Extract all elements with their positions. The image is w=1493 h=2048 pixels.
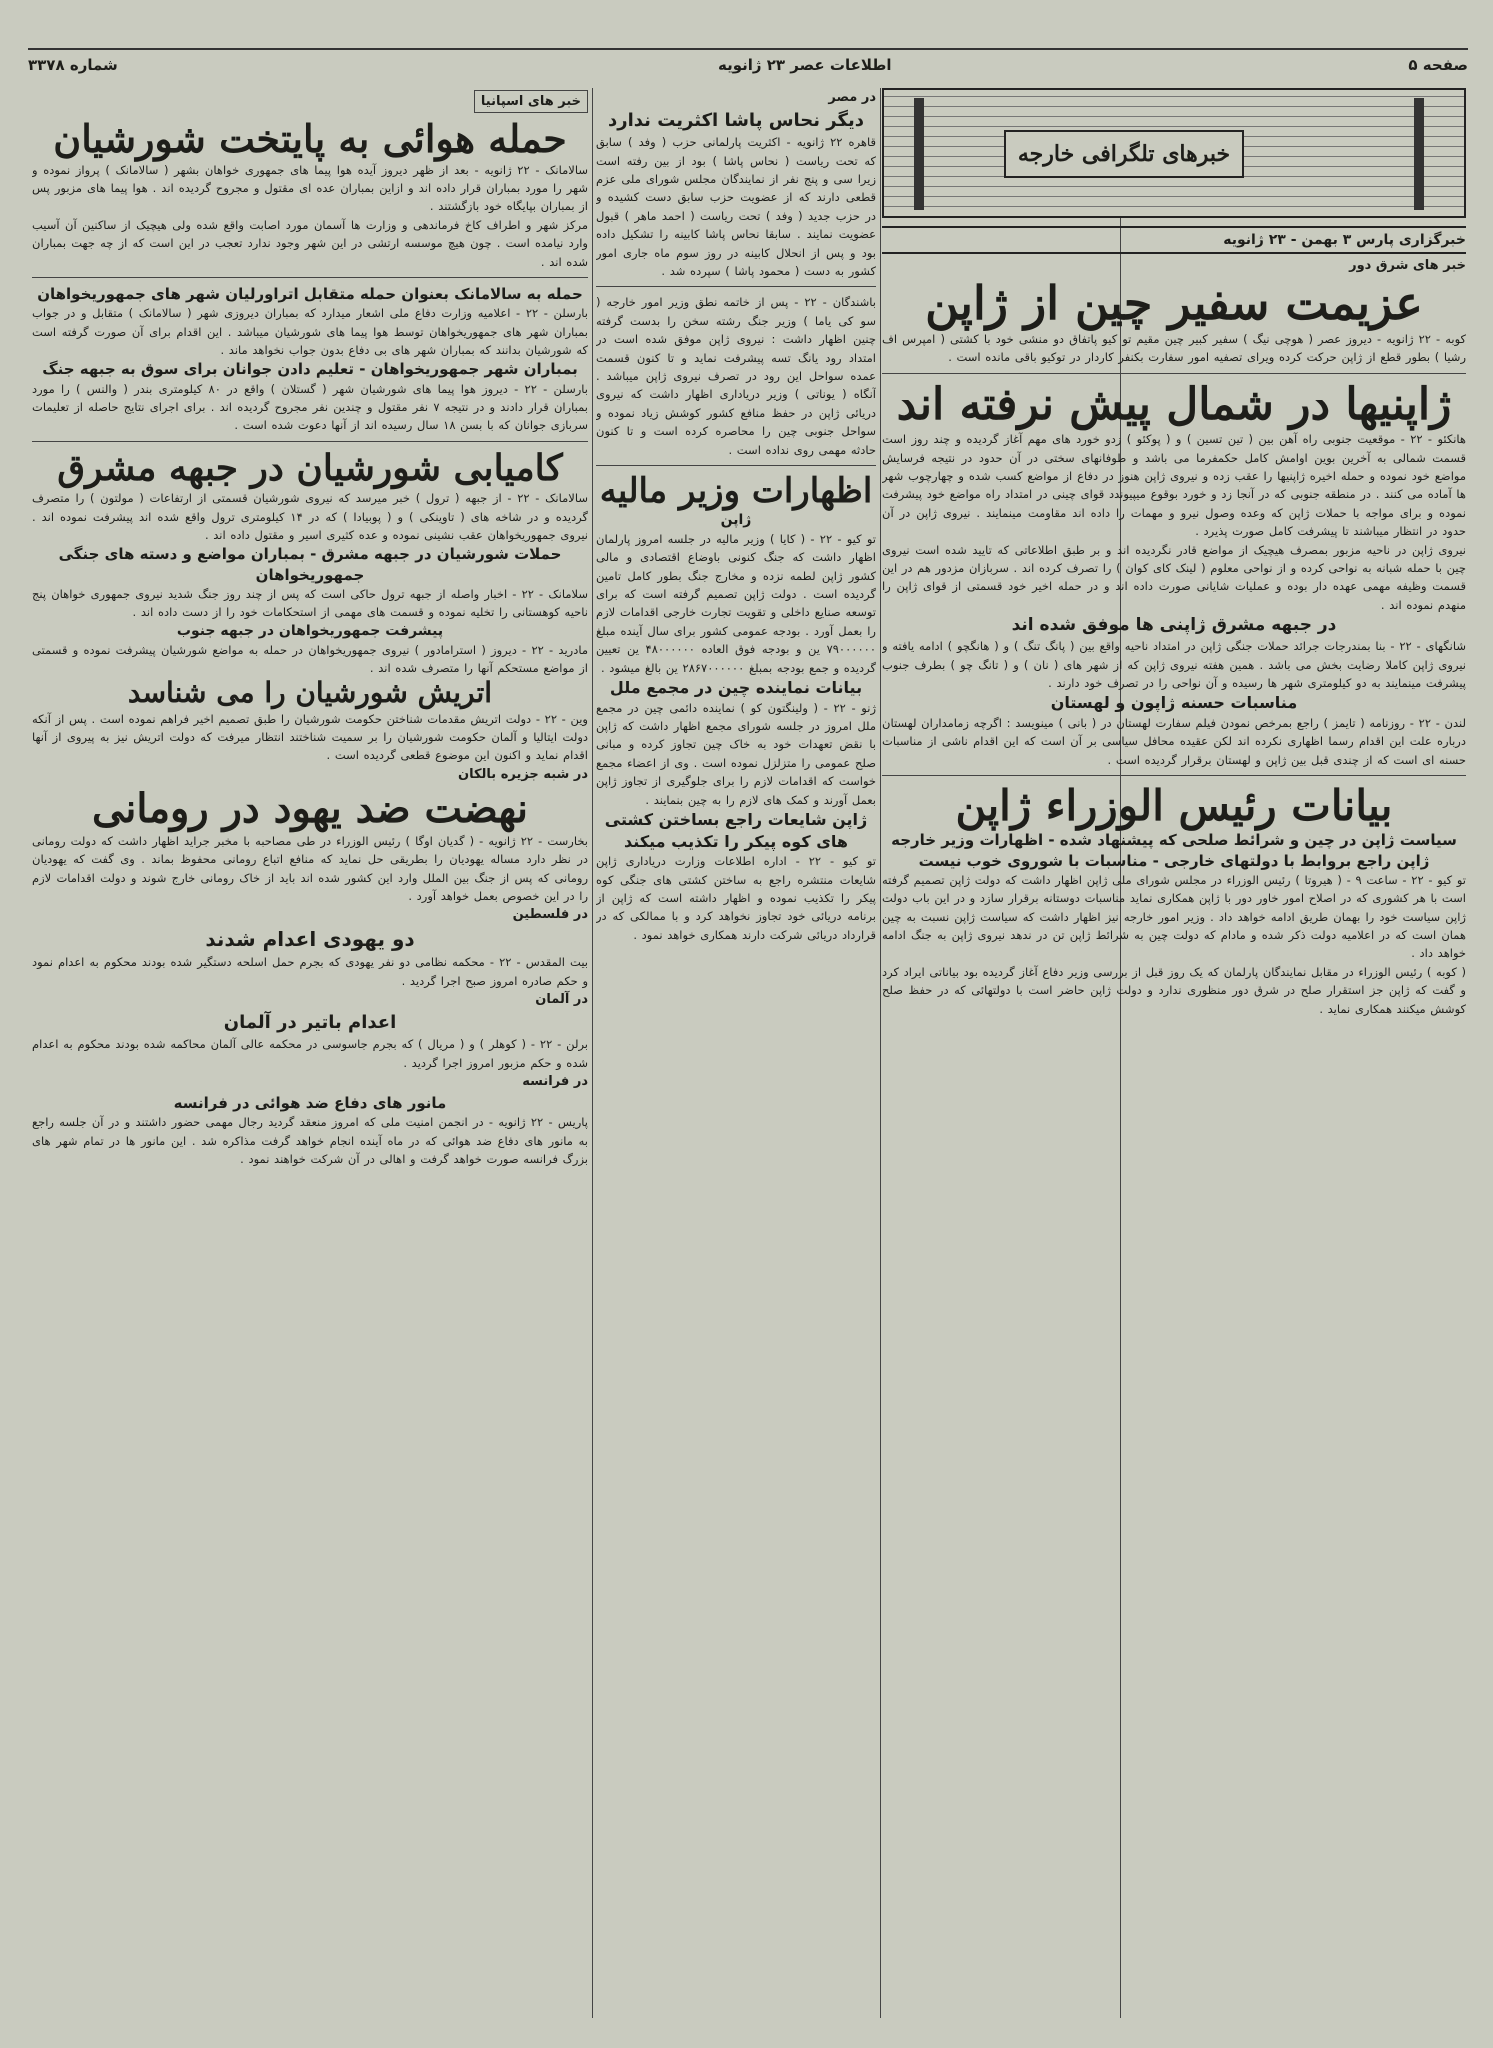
- divider: [596, 465, 876, 466]
- divider: [596, 286, 876, 287]
- headline: اظهارات وزیر مالیه: [599, 470, 873, 511]
- section-label: خبر های اسپانیا: [474, 90, 588, 113]
- headline: حملات شورشیان در جبهه مشرق - بمباران مواضع و دسته های جنگی جمهوریخواهان: [58, 545, 562, 584]
- headline: دو یهودی اعدام شدند: [205, 927, 415, 952]
- article-body: بارسلن - ۲۲ - دیروز هوا پیما های شورشیان شهر ( گستلان ) واقع در ۸۰ کیلومتری بندر ( والنس ) را مورد بمباران قرار دادند و در نتیجه ۷ نفر مقتول و چندین نفر مجروح گردیده اند . برای اجرای نتایج حاصله از تعلیمات سربازی جوانان که با بسن ۱۸ سال رسیده اند از آنها دعوت شده است .: [32, 381, 588, 433]
- page-number: صفحه ۵: [1408, 56, 1468, 74]
- article-body: لندن - ۲۲ - روزنامه ( تایمز ) راجع بمرخص نمودن فیلم سفارت لهستان در ( بانی ) مینویسد : اگرچه زمامداران لهستان درباره علت این اقدام رسما اظهاری نکرده اند لکن عقیده محافل سیاسی بر آن است که این اقدام ناشی از مناسبات حسنه ای است که از چندی قبل بین ژاپن و لهستان برقرار گردیده است .: [882, 715, 1466, 767]
- column-divider: [592, 88, 593, 2018]
- dateline: در فرانسه: [522, 1074, 588, 1090]
- column-left: [32, 88, 588, 1169]
- headline: عزیمت سفیر چین از ژاپن: [925, 276, 1423, 330]
- article-body: شانگهای - ۲۲ - بنا بمندرجات جرائد حملات جنگی ژاپن در امتداد ناحیه واقع بین ( پانگ تنگ ) و ( هانگچو ) ادامه یافته و نیروی ژاپن کاملا رضایت بخش می باشد . همین هفته نیروی ژاپن که از شهر های ( نان ) و ( تانگ چو ) بطرف جنوب پیشرفت مینمایند به دو کیلومتری شهر ها رسیده و آن نواحی را در تصرف خود دارند .: [882, 639, 1466, 690]
- headline: ژاپن شایعات راجع بساختن کشتی های کوه پیکر را تکذیب میکند: [604, 809, 868, 851]
- article-body: نیروی ژاپن در ناحیه مزبور بمصرف هیچیک از مواضع قادر نگردیده اند و بر طبق اطلاعاتی که تایید شده است نیروی چین با حمله شبانه به نواحی کرده و از نواحی معلوم ( لینک کای کوان ) را تصرف کرده اند . سربازان مزدور هم در این قسمت وظیفه مهمی عهده دار بوده و عملیات شایانی صورت داده اند و در حمله اخیر خود قسمتی از قوای ژاپن را منهدم نموده اند .: [882, 542, 1466, 612]
- headline: دیگر نحاس پاشا اکثریت ندارد: [608, 110, 864, 131]
- article-body: وین - ۲۲ - دولت اتریش مقدمات شناختن حکومت شورشیان را طبق تصمیم اخیر فراهم نموده است . پس از آنکه دولت ایتالیا و آلمان حکومت شورشیان را بر سمیت شناختند انتظار میرفت که دولت اتریش نیز به پیروی از آنها اقدام نماید و اکنون این موضوع قطعی گردیده است .: [32, 711, 588, 763]
- dateline: در فلسطین: [512, 907, 588, 923]
- divider: [32, 277, 588, 278]
- divider: [882, 775, 1466, 776]
- column-middle: [596, 88, 876, 944]
- dateline: در آلمان: [535, 992, 588, 1008]
- article-body: باشندگان - ۲۲ - پس از خاتمه نطق وزیر امور خارجه ( سو کی یاما ) وزیر جنگ رشته سخن را بدست گرفته چنین اظهار داشت : نیروی ژاپن موفق شده است در امتداد رود یانگ تسه پیشرفت نماید و تا کنون قسمت عمده سواحل این رود در تصرف نیروی ژاپن میباشد . آنگاه ( یوناتی ) وزیر دریاداری اظهار داشت که نیروی دریائی ژاپن در حفظ منافع کشور کوشش زیاد نموده و سواحل جنوبی چین را محاصره کرده است و تا کنون حادثه مهمی روی نداده است .: [596, 295, 876, 457]
- headline: حمله به سالامانک بعنوان حمله متقابل اتراورلیان شهر های جمهوریخواهان: [37, 285, 583, 304]
- telegraph-banner: [882, 88, 1466, 218]
- subheadline: سیاست ژاپن در چین و شرائط صلحی که پیشنهاد شده - اظهارات وزیر خارجه ژاپن راجع بروابط با دولتهای خارجی - مناسبات با شوروی خوب نیست: [891, 831, 1457, 870]
- headline: کامیابی شورشیان در جبهه مشرق: [57, 446, 563, 489]
- issue-number: شماره ۳۳۷۸: [28, 56, 118, 74]
- article-body: ( کوبه ) رئیس الوزراء در مقابل نمایندگان پارلمان که یک روز قبل از بررسی وزیر دفاع آغاز گردیده بود بیاناتی ایراد کرد و گفت که ژاپن جز استقرار صلح در شرق دور منظوری ندارد و دولت ژاپن حاضر است با دولتهائی که در حفظ صلح کوشش میکنند همکاری نماید .: [882, 964, 1466, 1016]
- article-body: هانکئو - ۲۲ - موقعیت جنوبی راه آهن بین ( تین تسین ) و ( پوکئو ) زدو خورد های مهم آغاز گردیده و چند روز است قسمت شمالی به آخرین بوین اوامش کامل حکمفرما می باشد و طوفانهای سختی در آن حدود در نتیجه فرسایش مواضع خود نموده و حمله اخیره ژاپنیها را عقب زده و نیروی ژاپن هنوز در دفاع از مواضع کسب شده و چهارچوب شهر ها آماده می کنند . در منطقه جنوبی که در آنجا زد و خورد بوقوع میپیوندد قوای چینی در امتداد راه مواضع خود پیشرفت نموده و برای مواجه با حملات ژاپن که وعده وصول نیرو و مهمات را داده اند مقاومت مینمایند . نیروی ژاپن در آن حدود در انتظار میباشند تا پیشرفت کامل صورت پذیرد .: [882, 432, 1466, 539]
- headline: در جبهه مشرق ژاپنی ها موفق شده اند: [1011, 615, 1337, 636]
- column-right: [882, 88, 1466, 1018]
- article-body: مادرید - ۲۲ - دیروز ( استرامادور ) نیروی جمهوریخواهان در حمله به مواضع شورشیان پیشرفت نموده و قسمتی از مواضع مستحکم آنها را متصرف شده اند .: [32, 642, 588, 675]
- headline: نهضت ضد یهود در رومانی: [91, 784, 529, 832]
- article-body: مرکز شهر و اطراف کاخ فرماندهی و وزارت ها آسمان مورد اصابت واقع شده ولی هیچیک از ساکنین آن آسیب وارد نیامده است . چون هیچ موسسه ارتشی در این شهر وجود ندارد تعجب در این است که از چه جهت بمباران شده اند .: [32, 217, 588, 269]
- headline: مناسبات حسنه ژاپون و لهستان: [1050, 693, 1298, 713]
- telegraph-pole-icon: [914, 98, 924, 210]
- headline: اتریش شورشیان را می شناسد: [127, 676, 493, 710]
- dateline: در مصر: [828, 90, 876, 105]
- column-divider: [880, 88, 881, 2018]
- article-body: بارسلن - ۲۲ - اعلامیه وزارت دفاع ملی اشعار میدارد که بمباران دیروزی شهر ( سالامانک ) متقابل و در جواب بمباران شهر های جمهوریخواهان توسط هوا پیما های شورشیان میباشد . این اقدام برای آن صورت گرفته است که شورشیان بدانند که بمباران شهر های بی دفاع بدون جواب نخواهد ماند .: [32, 306, 588, 358]
- headline: ژاپنیها در شمال پیش نرفته اند: [896, 378, 1452, 430]
- article-body: کوبه - ۲۲ ژانویه - دیروز عصر ( هوچی نیگ ) سفیر کبیر چین مقیم تو کیو پاتفاق دو منشی خود با کشتی ( امپرس اف رشیا ) بطور قطع از ژاپن حرکت کرده ویرای تصفیه امور سفارت بکنفر کاردار در توکیو باقی مانده است .: [882, 331, 1466, 365]
- article-body: بخارست - ۲۲ ژانویه - ( گدیان اوگا ) رئیس الوزراء در طی مصاحبه با مخبر جراید اظهار داشت که دولت رومانی در نظر دارد مساله یهودیان را بطریقی حل نماید که منافع اتباع رومانی محفوظ بماند . وی گفت که یهودیان رومانی که پس از جنگ بین الملل وارد این کشور شده اند باید از خاک رومانی خارج شوند و دولت اقدامات لازم را در این خصوص بعمل خواهد آورد .: [32, 833, 588, 903]
- headline: بیانات نماینده چین در مجمع ملل: [609, 678, 863, 698]
- divider: [882, 373, 1466, 374]
- telegraph-pole-icon: [1414, 98, 1424, 210]
- article-body: سالامانک - ۲۲ ژانویه - بعد از ظهر دیروز آیده هوا پیما های جمهوری خواهان بشهر ( سالامانک ) پرواز نموده و شهر را مورد بمباران قرار داده اند و ازاین بمباران عده ای مقتول و مجروح گردیده اند . هوا پیما های مزبور پس از بمباران بپایگاه خود بازگشتند .: [32, 162, 588, 214]
- article-body: تو کیو - ۲۲ - اداره اطلاعات وزارت دریاداری ژاپن شایعات منتشره راجع به ساختن کشتی های جنگی کوه پیکر را تکذیب نموده و اظهار داشته است که ژاپن از برنامه دریائی خود تجاوز نخواهد کرد و با ممالکی که در قرارداد دریائی شرکت دارند همکاری خواهد نمود .: [596, 854, 876, 942]
- headline: حمله هوائی به پایتخت شورشیان: [53, 116, 567, 161]
- section-label: خبر های شرق دور: [1349, 258, 1466, 273]
- paper-name: اطلاعات عصر ۲۳ ژانویه: [718, 56, 892, 74]
- headline: مانور های دفاع ضد هوائی در فرانسه: [173, 1094, 447, 1113]
- article-body: قاهره ۲۲ ژانویه - اکثریت پارلمانی حزب ( وفد ) سابق که تحت ریاست ( نحاس پاشا ) بود از بین رفته است زیرا سی و پنج نفر از نمایندگان مجلس شورای ملی عزم قطعی دارند که از عضویت حزب سابق دست کشیده و در حزب جدید ( وفد ) تحت ریاست ( احمد ماهر ) قبول عضویت نمایند . سابقا نحاس پاشا کابینه را تشکیل داده بود و پس از انحلال کابینه در روز سوم ماه جاری امور کشور به دست ( محمود پاشا ) سپرده شد .: [596, 135, 876, 279]
- article-body: ژنو - ۲۲ - ( ولینگتون کو ) نماینده دائمی چین در مجمع ملل امروز در جلسه شورای مجمع اظهار داشت که ژاپن با نقض تعهدات خود به خاک چین تجاوز کرده و مبانی صلح عمومی را متزلزل نموده است . وی از اعضاء مجمع خواست که اقدامات لازم را برای جلوگیری از تجاوز ژاپن بعمل آورند و کمک های لازم را به چین بنمایند .: [596, 700, 876, 807]
- headline: بیانات رئیس الوزراء ژاپن: [955, 781, 1393, 831]
- article-body: سلامانک - ۲۲ - اخبار واصله از جبهه ترول حاکی است که پس از چند روز جنگ شدید نیروی جمهوری خواهان پنج ناحیه کوهستانی را تخلیه نموده و قسمت های مهمی از استحکامات خود را از دست داده اند .: [32, 586, 588, 620]
- banner-title: خبرهای تلگرافی خارجه: [1004, 130, 1244, 178]
- agency-line: خبرگزاری پارس ۳ بهمن - ۲۳ ژانویه: [882, 226, 1466, 254]
- article-body: پاریس - ۲۲ ژانویه - در انجمن امنیت ملی که امروز منعقد گردید رجال مهمی حضور داشتند و در آن جلسه راجع به مانور های دفاع ضد هوائی که در ماه آینده انجام خواهد گرفت مذاکره شد . این مانور ها در تمام شهر های بزرگ فرانسه صورت خواهد گرفت و اهالی در آن شرکت خواهند نمود .: [32, 1115, 588, 1167]
- article-body: سالامانک - ۲۲ - از جبهه ( ترول ) خبر میرسد که نیروی شورشیان قسمتی از ارتفاعات ( مولتون ) را متصرف گردیده و در شاخه های ( تاوینکی ) و ( پوبیادا ) که در ۱۴ کیلومتری ترول واقع شده اند پیشرفت نموده اند . نیروی جمهوریخواهان عقب نشینی نموده و عده کثیری اسیر و مقتول داده اند .: [32, 491, 588, 543]
- headline: اعدام باتیر در آلمان: [223, 1012, 397, 1034]
- article-body: بیت المقدس - ۲۲ - محکمه نظامی دو نفر یهودی که بجرم حمل اسلحه دستگیر شده بودند محکوم به اعدام نمود و حکم صادره امروز صبح اجرا گردید .: [32, 955, 588, 988]
- dateline: در شبه جزیره بالکان: [458, 766, 588, 782]
- headline: پیشرفت جمهوریخواهان در جبهه جنوب: [176, 622, 444, 639]
- headline: بمباران شهر جمهوریخواهان - تعلیم دادن جوانان برای سوق به جبهه جنگ: [42, 360, 578, 379]
- divider: [32, 441, 588, 442]
- subheadline: ژاپن: [720, 512, 752, 529]
- article-body: برلن - ۲۲ - ( کوهلر ) و ( مریال ) که بجرم جاسوسی در محکمه عالی آلمان محاکمه شده بودند محکوم به اعدام شده و حکم مزبور امروز اجرا گردید .: [32, 1037, 588, 1070]
- article-body: تو کیو - ۲۲ - ساعت ۹ - ( هیروتا ) رئیس الوزراء در مجلس شورای ملی ژاپن اظهار داشت که دولت ژاپن تصمیم گرفته است با هر کشوری که در اصلاح امور خاور دور با ژاپن همکاری نماید مناسبات دوستانه برقرار سازد و در این باب دولت ژاپن سیاست خود را بهمان طریق ادامه خواهد داد . وزیر امور خارجه نیز اظهار داشت که سیاست ژاپن نسبت به چین همان است که در اعلامیه دولت ذکر شده و مادام که دولت چین به شرائط ژاپن تن در ندهد نیروی ژاپن به جنگ ادامه خواهد داد .: [882, 872, 1466, 961]
- article-body: تو کیو - ۲۲ - ( کایا ) وزیر مالیه در جلسه امروز پارلمان اظهار داشت که جنگ کنونی باوضاع اقتصادی و مالی کشور ژاپن لطمه نزده و مخارج جنگ بطور کامل تامین گردیده است . دولت ژاپن تصمیم گرفته است که برای توسعه صنایع داخلی و تقویت تجارت خارجی اقدامات لازم را بعمل آورد . بودجه عمومی کشور برای سال آینده مبلغ ۷۹۰۰۰۰۰۰ ین و بودجه فوق العاده ۴۸۰۰۰۰۰۰ ین تعیین گردیده و جمع بودجه بمبلغ ۲۸۶۷۰۰۰۰۰۰ ین بالغ میشود .: [596, 531, 876, 675]
